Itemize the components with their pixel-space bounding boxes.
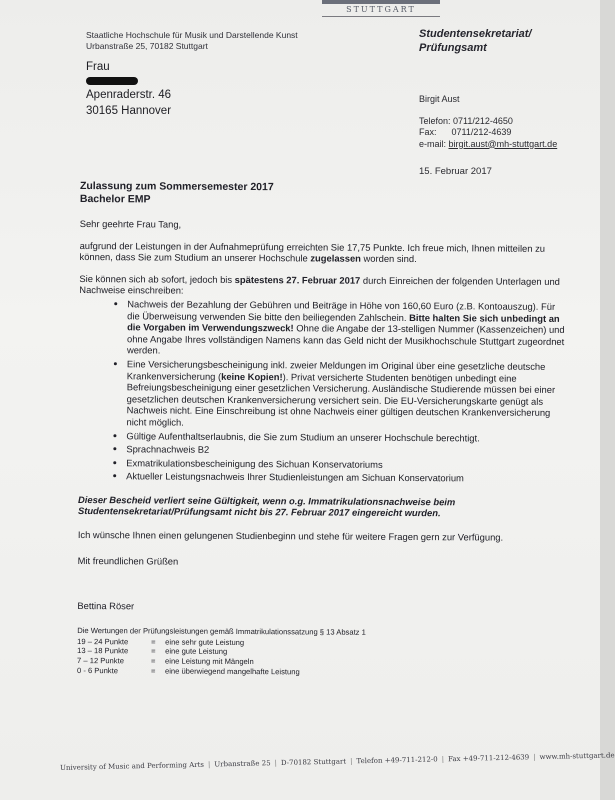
footer-university: University of Music and Performing Arts <box>60 760 205 772</box>
admission-paragraph <box>79 240 569 266</box>
grade-desc: eine gute Leistung <box>165 646 228 657</box>
university-logo <box>322 0 440 17</box>
footer-phone: Telefon +49-711-212-0 <box>356 755 438 766</box>
admission-text-end: worden sind. <box>360 252 417 265</box>
wishes-paragraph: Ich wünsche Ihnen einen gelungenen Studienbeginn und stehe für weitere Fragen gern zur Verfügung. <box>77 529 504 543</box>
grade-equals: = <box>150 666 156 676</box>
logo-text: STUTTGART <box>346 5 416 14</box>
sender-line-2: Urbanstraße 25, 70182 Stuttgart <box>86 41 208 51</box>
signer-name: Bettina Röser <box>77 600 135 612</box>
contact-block <box>419 94 557 150</box>
req1-bold: Bitte halten Sie sich unbedingt an die Vorgaben im Verwendungszweck! <box>127 311 560 334</box>
grade-equals: = <box>151 646 156 656</box>
letter-subject <box>80 180 570 209</box>
contact-name: Birgit Aust <box>419 94 460 104</box>
grades-table <box>77 637 300 677</box>
grade-range: 19 – 24 Punkte <box>77 636 129 647</box>
admission-bold: zugelassen <box>310 252 361 264</box>
sender-line-1: Staatliche Hochschule für Musik und Darstellende Kunst <box>86 30 298 40</box>
table-row <box>77 666 300 677</box>
closing: Mit freundlichen Grüßen <box>77 554 179 567</box>
footer-separator: | <box>207 760 211 769</box>
subject-line-1: Zulassung zum Sommersemester 2017 <box>79 180 274 194</box>
grade-desc: eine Leistung mit Mängeln <box>165 656 254 667</box>
recipient-address <box>86 59 171 119</box>
req2-text: Eine Versicherungsbescheinigung inkl. zweier Meldungen im Original über eine gesetzliche deutsche Krankenversicherung ( <box>126 358 546 382</box>
contact-fax: Fax: 0711/212-4639 <box>419 127 512 137</box>
enrollment-text-end: durch Einreichen der folgenden Unterlagen und Nachweise einschreiben: <box>79 274 560 297</box>
footer-street: Urbanstraße 25 <box>214 759 271 769</box>
contact-email-line <box>419 139 557 151</box>
footer-separator: | <box>274 759 278 768</box>
footer-fax: Fax +49-711-212-4639 <box>447 753 530 764</box>
req2-text-end: ). Privat versicherte Studenten benötigen unbedingt eine Befreiungsbescheinigung einer gesetzlichen Versicherung. Ausländische Studierende müssen bei einer gesetzlichen deutschen Krankenversicherung versichert sein. Die EU-Versicherungskarte genügt als Nachweis nicht. Eine Einschreibung ist ohne Nachweis einer gültigen deutschen Krankenversicherung nicht möglich. <box>126 370 556 428</box>
footer-separator: | <box>441 755 445 764</box>
greeting: Sehr geehrte Frau Tang, <box>79 217 182 230</box>
subject-line-2: Bachelor EMP <box>79 192 151 206</box>
grade-range: 0 - 6 Punkte <box>76 665 118 675</box>
grade-range: 7 – 12 Punkte <box>77 656 124 666</box>
letter-footer <box>60 751 615 772</box>
contact-phone: Telefon: 0711/212-4650 <box>419 115 513 126</box>
deadline-bold: spätestens 27. Februar 2017 <box>234 273 361 286</box>
req1-text: Nachweis der Bezahlung der Gebühren und Beiträge in Höhe von 160,60 Euro (z.B. Kontoauszug). Für die Überweisung verwenden Sie bitte den beiliegenden Zahlschein. <box>127 298 556 323</box>
footer-separator: | <box>350 757 353 766</box>
list-item <box>126 358 568 430</box>
grade-equals: = <box>151 637 156 647</box>
letter-body <box>77 180 570 678</box>
grades-intro: Die Wertungen der Prüfungsleistungen gemäß Immatrikulationssatzung § 13 Absatz 1 <box>77 625 366 637</box>
recipient-street: Apenraderstr. 46 <box>86 89 172 101</box>
validity-warning: Dieser Bescheid verliert seine Gültigkeit, wenn o.g. Immatrikulationsnachweise beim Studentensekretariat/Prüfungsamt nicht bis 27. Februar 2017 eingereicht wurden. <box>77 493 456 519</box>
footer-city: D-70182 Stuttgart <box>280 757 347 767</box>
grade-range: 13 – 18 Punkte <box>77 646 129 656</box>
list-item: • Exmatrikulationsbescheinigung des Sichuan Konservatoriums <box>126 457 568 471</box>
req1-text-end: Ohne die Angabe der 13-stelligen Nummer (Kassenzeichen) und ohne Angabe Ihres vollständigen Namens kann das Geld nicht der Musikhochschule Stuttgart zugeordnet werden. <box>126 322 565 356</box>
requirements-list <box>78 298 569 485</box>
list-item: • Gültige Aufenthaltserlaubnis, die Sie zum Studium an unserer Hochschule berechtigt. <box>126 430 568 444</box>
footer-separator: | <box>533 753 536 762</box>
contact-email-link[interactable]: birgit.aust@mh-stuttgart.de <box>448 138 558 149</box>
admission-text: aufgrund der Leistungen in der Aufnahmeprüfung erreichten Sie 17,75 Punkte. Ich freue mich, Ihnen mitteilen zu können, dass Sie zum Studium an unserer Hochschule <box>79 239 546 264</box>
list-item <box>127 298 569 359</box>
office-heading <box>419 27 531 55</box>
recipient-salutation: Frau <box>86 61 110 73</box>
logo-bar <box>322 0 440 4</box>
office-line-2: Prüfungsamt <box>419 42 487 54</box>
grade-desc: eine überwiegend mangelhafte Leistung <box>164 666 300 676</box>
req2-bold: keine Kopien! <box>221 370 283 382</box>
list-item: • Sprachnachweis B2 <box>126 443 568 457</box>
redacted-name <box>86 77 138 85</box>
recipient-city: 30165 Hannover <box>86 105 172 117</box>
office-line-1: Studentensekretariat/ <box>419 28 532 40</box>
grade-desc: eine sehr gute Leistung <box>165 637 245 647</box>
letter-date: 15. Februar 2017 <box>419 166 492 177</box>
grade-equals: = <box>151 656 156 666</box>
contact-email-label: e-mail: <box>419 138 449 149</box>
enrollment-paragraph <box>79 273 569 299</box>
sender-address <box>86 30 298 52</box>
enrollment-text: Sie können sich ab sofort, jedoch bis <box>79 272 235 285</box>
list-item: • Aktueller Leistungsnachweis Ihrer Studienleistungen am Sichuan Konservatorium <box>126 471 568 485</box>
footer-web[interactable]: www.mh-stuttgart.de <box>539 751 615 762</box>
